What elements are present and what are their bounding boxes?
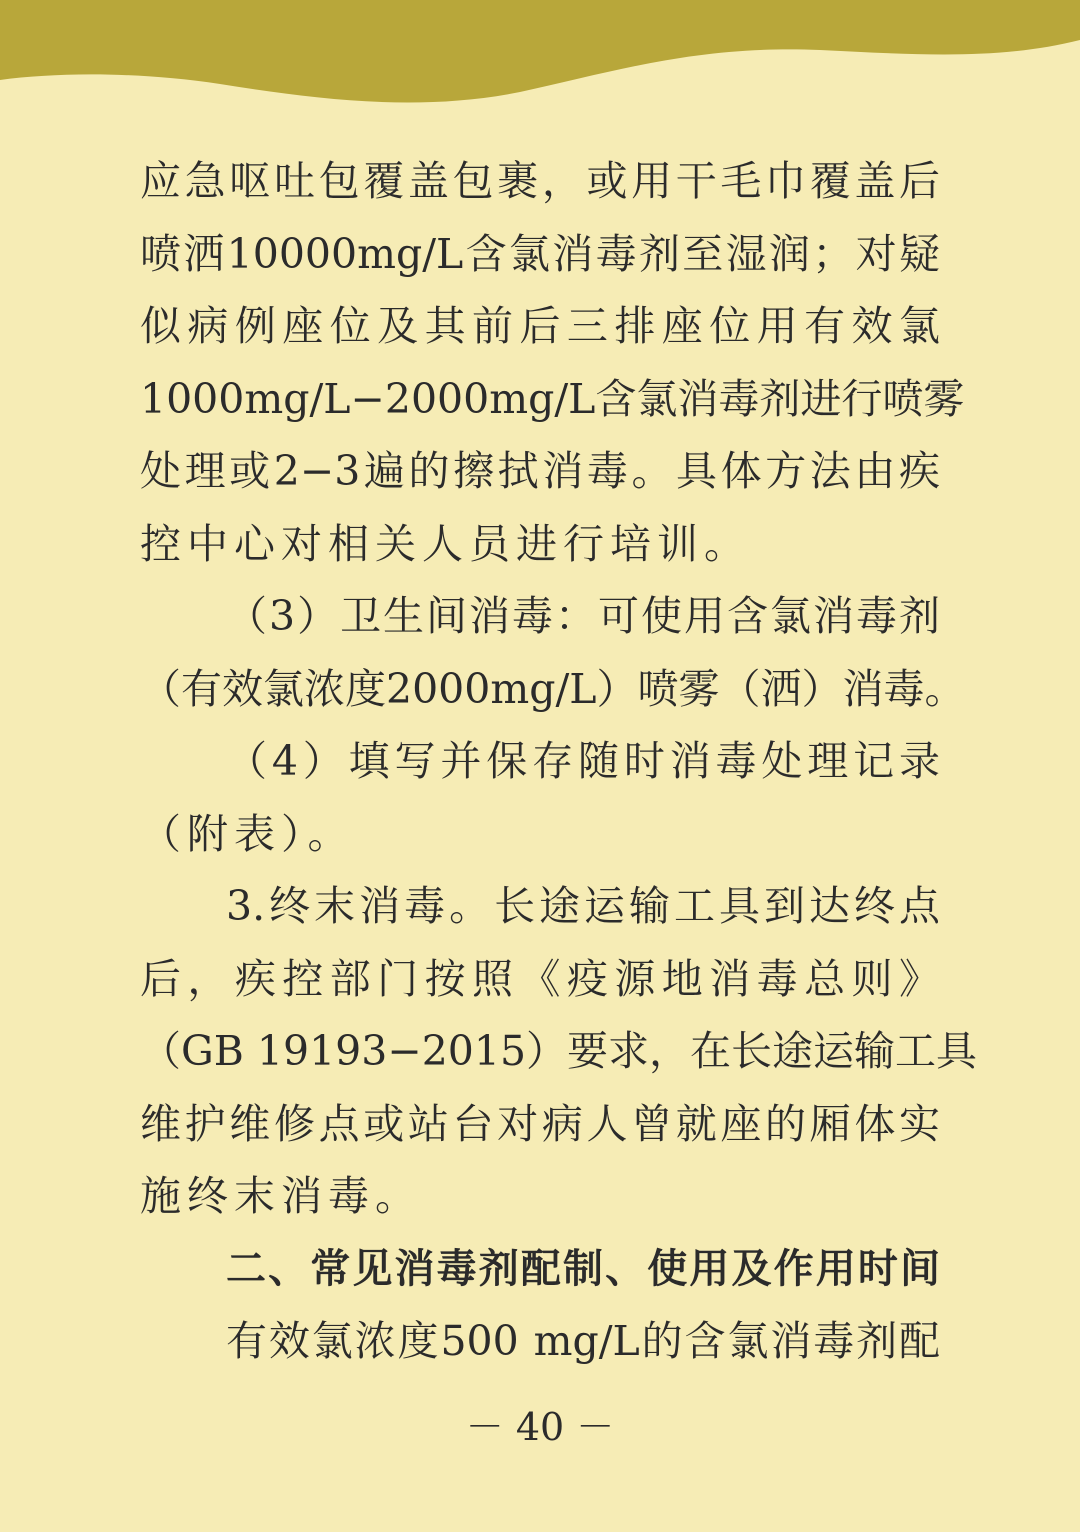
document-body [140, 150, 978, 1383]
section-heading: 二、常见消毒剂配制、使用及作用时间 [226, 1245, 940, 1292]
text-line-8: （有效氯浓度2000mg/L）喷雾（洒）消毒。 [140, 664, 966, 713]
text-line-3: 似病例座位及其前后三排座位用有效氯 [140, 302, 940, 350]
text-line-11: 3.终末消毒。长途运输工具到达终点 [226, 882, 940, 930]
text-line-14: 维护维修点或站台对病人曾就座的厢体实 [140, 1099, 940, 1148]
text-line-5: 处理或2−3遍的擦拭消毒。具体方法由疾 [140, 447, 940, 495]
text-line-10: （附表）。 [140, 809, 355, 858]
text-line-12: 后，疾控部门按照《疫源地消毒总则》 [140, 954, 940, 1003]
header-wave-decoration [0, 0, 1080, 120]
text-line-2: 喷洒10000mg/L含氯消毒剂至湿润；对疑 [140, 229, 940, 278]
text-line-17: 有效氯浓度500 mg/L的含氯消毒剂配 [226, 1317, 940, 1365]
text-line-7: （3）卫生间消毒：可使用含氯消毒剂 [226, 592, 940, 640]
page-number: － 40 － [465, 1405, 615, 1449]
text-line-4: 1000mg/L−2000mg/L含氯消毒剂进行喷雾 [140, 374, 965, 423]
text-line-1: 应急呕吐包覆盖包裹，或用干毛巾覆盖后 [140, 157, 940, 205]
text-line-6: 控中心对相关人员进行培训。 [140, 519, 751, 568]
text-line-15: 施终末消毒。 [140, 1172, 422, 1220]
header-wave-shape [0, 0, 1080, 102]
text-line-13: （GB 19193−2015）要求，在长途运输工具 [140, 1027, 978, 1075]
text-line-9: （4）填写并保存随时消毒处理记录 [226, 737, 940, 785]
